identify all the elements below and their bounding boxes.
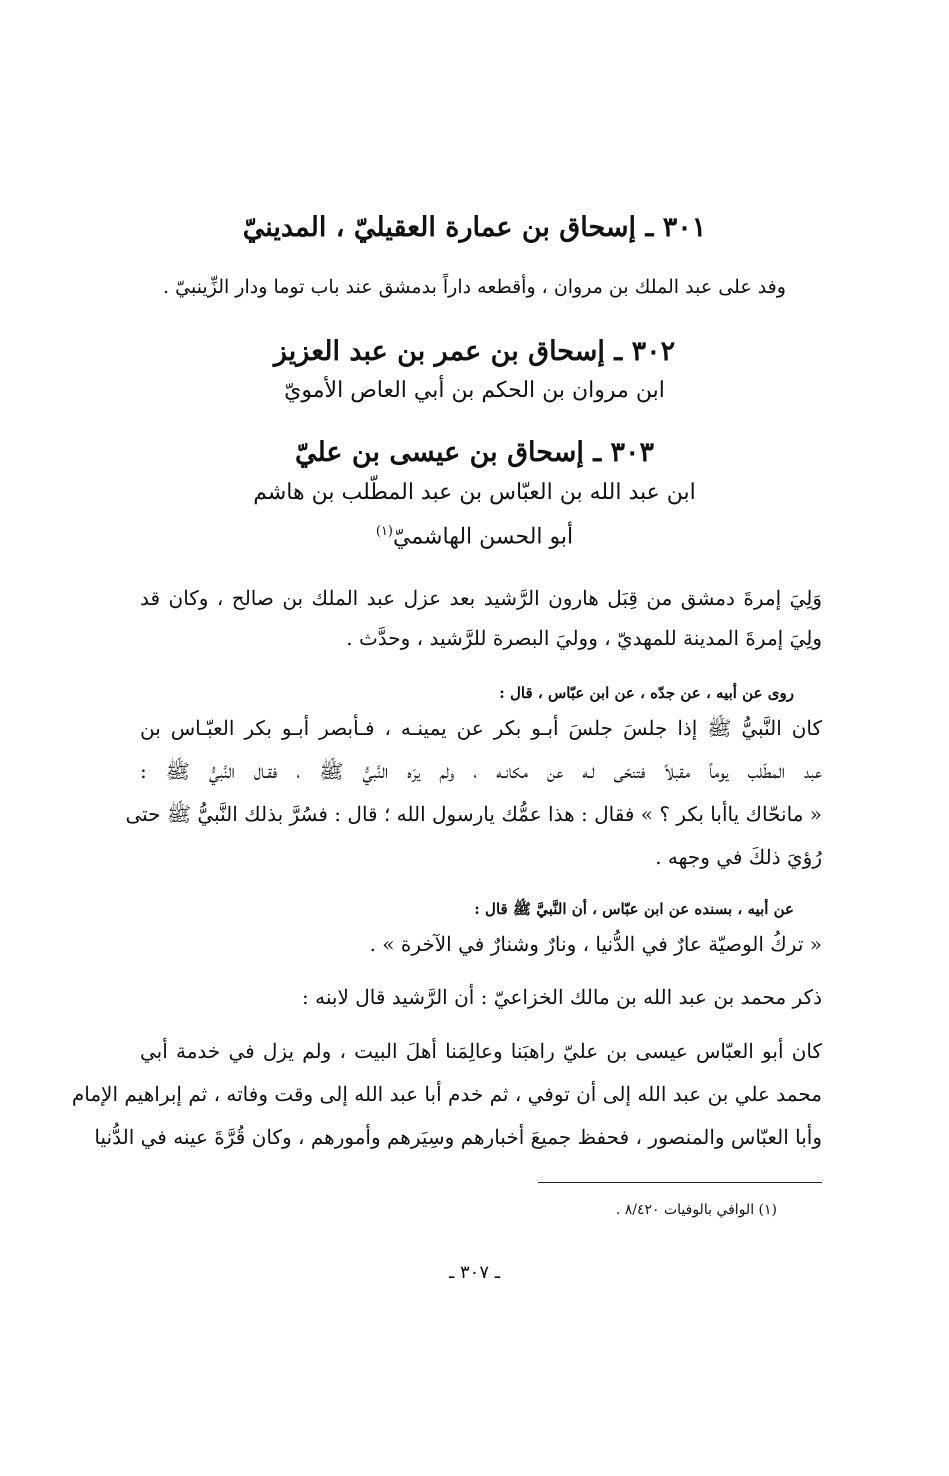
entry-302-title: ٣٠٢ ـ إسحاق بن عمر بن عبد العزيز — [273, 336, 676, 367]
entry-301-text: وفد على عبد الملك بن مروان ، وأقطعه داراً بدمشق عند باب توما ودار الزِّينبيّ . — [163, 276, 786, 298]
para2-line-2: محمد علي بن عبد الله إلى أن توفي ، ثم خدم أبا عبد الله إلى وقت وفاته ، ثم إبراهيم الإمام — [71, 1082, 822, 1106]
entry-303-title: ٣٠٣ ـ إسحاق بن عيسى بن عليّ — [294, 437, 655, 468]
hadith1-line-1: كان النَّبيُّ ﷺ إذا جلسَ جلسَ أبـو بكر عن يمينـه ، فـأبصر أبـو بكر العبّـاس بن — [140, 716, 822, 740]
entry-303-kunya: أبو الحسن الهاشميّ — [393, 524, 574, 550]
report-line: ذكر محمد بن عبد الله بن مالك الخزاعيّ : أن الرَّشيد قال لابنه : — [302, 985, 822, 1009]
isnad-2: عن أبيه ، بسنده عن ابن عبّاس ، أن النَّبيَّ ﷺ قال : — [474, 900, 794, 918]
hadith1-line-3: « مانحّاك ياأبا بكر ؟ » فقال : هذا عمُّك يارسول الله ؛ قال : فسُرَّ بذلك النَّبيُّ ﷺ حتى — [125, 802, 822, 826]
footnote-marker: (١) — [375, 524, 393, 539]
para1-line-2: ولِيَ إمرةَ المدينة للمهديّ ، ووليَ البصرة للرَّشيد ، وحدَّث . — [346, 626, 822, 650]
hadith2-line: « تركُ الوصيّة عارٌ في الدُّنيا ، ونارٌ وشنارٌ في الآخرة » . — [369, 932, 822, 956]
para2-line-3: وأبا العبّاس والمنصور ، فحفظ جميعَ أخبارهم وسِيَرهم وأمورهم ، وكان قُرَّةَ عينه في الدُّنيا — [94, 1125, 822, 1149]
para2-line-1: كان أبو العبّاس عيسى بن عليّ راهبَنا وعالِمَنا أهلَ البيت ، ولم يزل في خدمة أبي — [140, 1039, 822, 1063]
page-number: ـ ٣٠٧ ـ — [448, 1262, 500, 1283]
isnad-1: روى عن أبيه ، عن جدّه ، عن ابن عبّاس ، قال : — [499, 684, 794, 702]
entry-301-title: ٣٠١ ـ إسحاق بن عمارة العقيليّ ، المدينيّ — [242, 212, 707, 243]
footnote-rule — [538, 1182, 822, 1183]
entry-303-lineage: ابن عبد الله بن العبّاس بن عبد المطّلب بن هاشم — [253, 480, 696, 505]
para1-line-1: وَلِيَ إمرةَ دمشق من قِبَل هارون الرَّشيد بعد عزل عبد الملك بن صالح ، وكان قد — [140, 586, 822, 610]
entry-303-kunya-line — [0, 524, 949, 549]
footnote: (١) الوافي بالوفيات ٨/٤٢٠ . — [615, 1202, 777, 1218]
entry-302-lineage: ابن مروان بن الحكم بن أبي العاص الأمويّ — [284, 378, 665, 403]
hadith1-line-2: عبد المطّلب يوماً مقبلاً فتنحّى لـه عن مكانـه ، ولم يرَه النَّبيُّ ﷺ ، فقـال النَّبيُّ ﷺ : — [140, 759, 822, 783]
hadith1-line-4: رُؤيَ ذلكَ في وجهه . — [655, 845, 822, 869]
